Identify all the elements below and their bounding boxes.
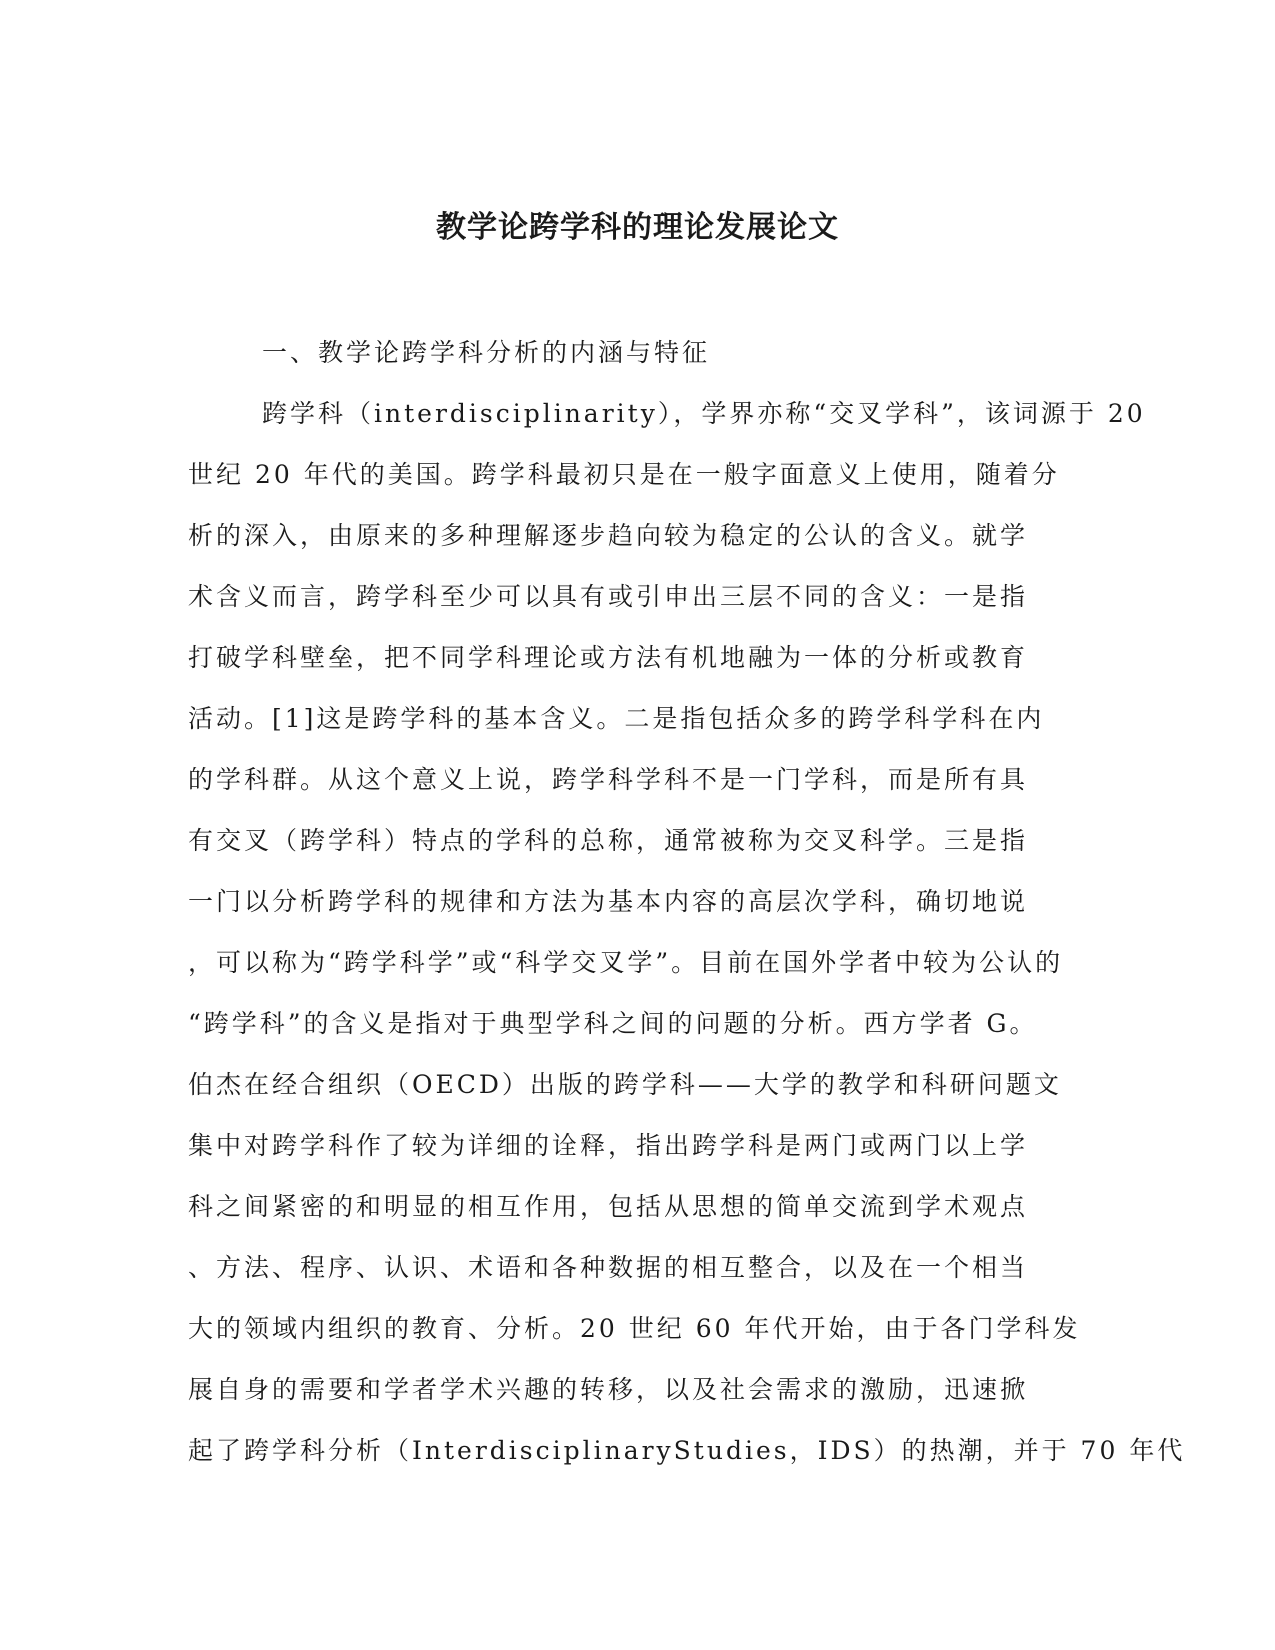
paragraph-line: 跨学科（interdisciplinarity），学界亦称“交叉学科”，该词源于 20 [262,399,1146,428]
paragraph-line: 析的深入，由原来的多种理解逐步趋向较为稳定的公认的含义。就学 [188,521,1029,550]
paragraph-line: 世纪 20 年代的美国。跨学科最初只是在一般字面意义上使用，随着分 [188,460,1060,489]
paragraph-line: 有交叉（跨学科）特点的学科的总称，通常被称为交叉科学。三是指 [188,826,1029,855]
paragraph-line: 、方法、程序、认识、术语和各种数据的相互整合，以及在一个相当 [188,1253,1029,1282]
paragraph-line: 活动。[1]这是跨学科的基本含义。二是指包括众多的跨学科学科在内 [188,704,1045,733]
section-heading: 一、教学论跨学科分析的内涵与特征 [262,338,711,367]
paragraph-line: 起了跨学科分析（InterdisciplinaryStudies，IDS）的热潮，并于 70 年代 [188,1436,1186,1465]
paragraph-line: 大的领域内组织的教育、分析。20 世纪 60 年代开始，由于各门学科发 [188,1314,1081,1343]
paragraph [188,394,1186,1492]
paragraph-line: 的学科群。从这个意义上说，跨学科学科不是一门学科，而是所有具 [188,765,1029,794]
paragraph-line: 伯杰在经合组织（OECD）出版的跨学科——大学的教学和科研问题文 [188,1070,1062,1099]
paragraph-line: 一门以分析跨学科的规律和方法为基本内容的高层次学科，确切地说 [188,887,1029,916]
paragraph-line: 科之间紧密的和明显的相互作用，包括从思想的简单交流到学术观点 [188,1192,1029,1221]
paragraph-line: 术含义而言，跨学科至少可以具有或引申出三层不同的含义：一是指 [188,582,1029,611]
paragraph-line: “跨学科”的含义是指对于典型学科之间的问题的分析。西方学者 G。 [188,1009,1038,1038]
paragraph-line: ，可以称为“跨学科学”或“科学交叉学”。目前在国外学者中较为公认的 [188,948,1064,977]
paragraph-line: 打破学科壁垒，把不同学科理论或方法有机地融为一体的分析或教育 [188,643,1029,672]
document-title: 教学论跨学科的理论发展论文 [436,210,839,245]
paragraph-line: 集中对跨学科作了较为详细的诠释，指出跨学科是两门或两门以上学 [188,1131,1029,1160]
paragraph-line: 展自身的需要和学者学术兴趣的转移，以及社会需求的激励，迅速掀 [188,1375,1029,1404]
